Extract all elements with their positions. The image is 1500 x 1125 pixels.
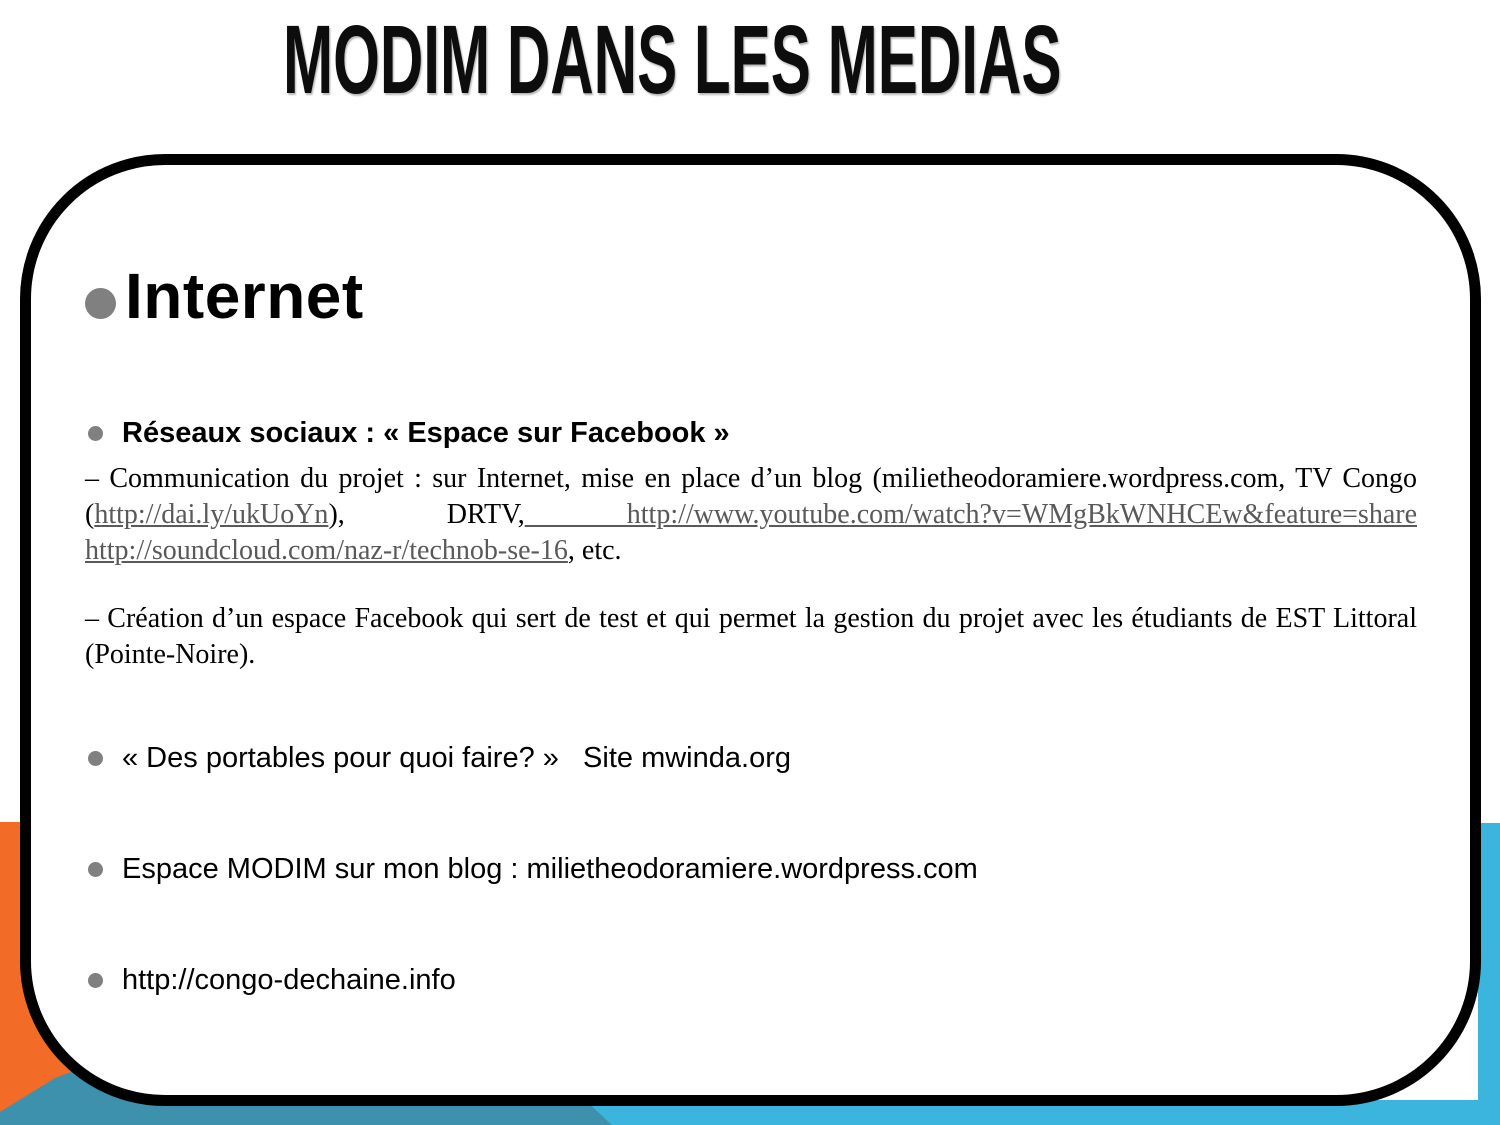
list-item-congo-dechaine (88, 962, 456, 999)
heading-internet (85, 260, 364, 332)
bullet-icon (88, 973, 103, 988)
paragraph-text: ), DRTV, (328, 499, 525, 530)
link-youtube[interactable]: http://www.youtube.com/watch?v=WMgBkWNHCEw&feature=share (524, 499, 1417, 530)
link-dai-ly[interactable]: http://dai.ly/ukUoYn (94, 499, 329, 530)
paragraph-text: , etc. (567, 535, 622, 566)
paragraph-communication (85, 461, 1417, 569)
list-item-social-networks (88, 415, 730, 452)
slide-title: MODIM DANS LES MEDIAS (283, 5, 1062, 114)
list-item-label: http://congo-dechaine.info (122, 964, 456, 996)
bullet-icon (88, 426, 103, 441)
paragraph-creation-facebook: – Création d’un espace Facebook qui sert de test et qui permet la gestion du projet avec les étudiants de EST Littoral (Pointe-Noire). (85, 603, 1417, 670)
bullet-icon (88, 751, 103, 766)
paragraph-text: – Communication du projet : sur Internet, mise en place d’un blog (milietheodoramiere.wordpress.com, TV Congo ( (85, 463, 1417, 530)
list-item-blog (88, 851, 978, 888)
bullet-icon (85, 288, 116, 319)
list-item-portables (88, 740, 791, 777)
link-soundcloud[interactable]: http://soundcloud.com/naz-r/technob-se-16 (85, 535, 568, 566)
list-item-label: « Des portables pour quoi faire? » Site mwinda.org (122, 742, 791, 774)
heading-internet-label: Internet (125, 260, 364, 332)
list-item-label: Espace MODIM sur mon blog : milietheodoramiere.wordpress.com (122, 853, 978, 885)
bullet-icon (88, 862, 103, 877)
list-item-label: Réseaux sociaux : « Espace sur Facebook » (122, 417, 730, 449)
